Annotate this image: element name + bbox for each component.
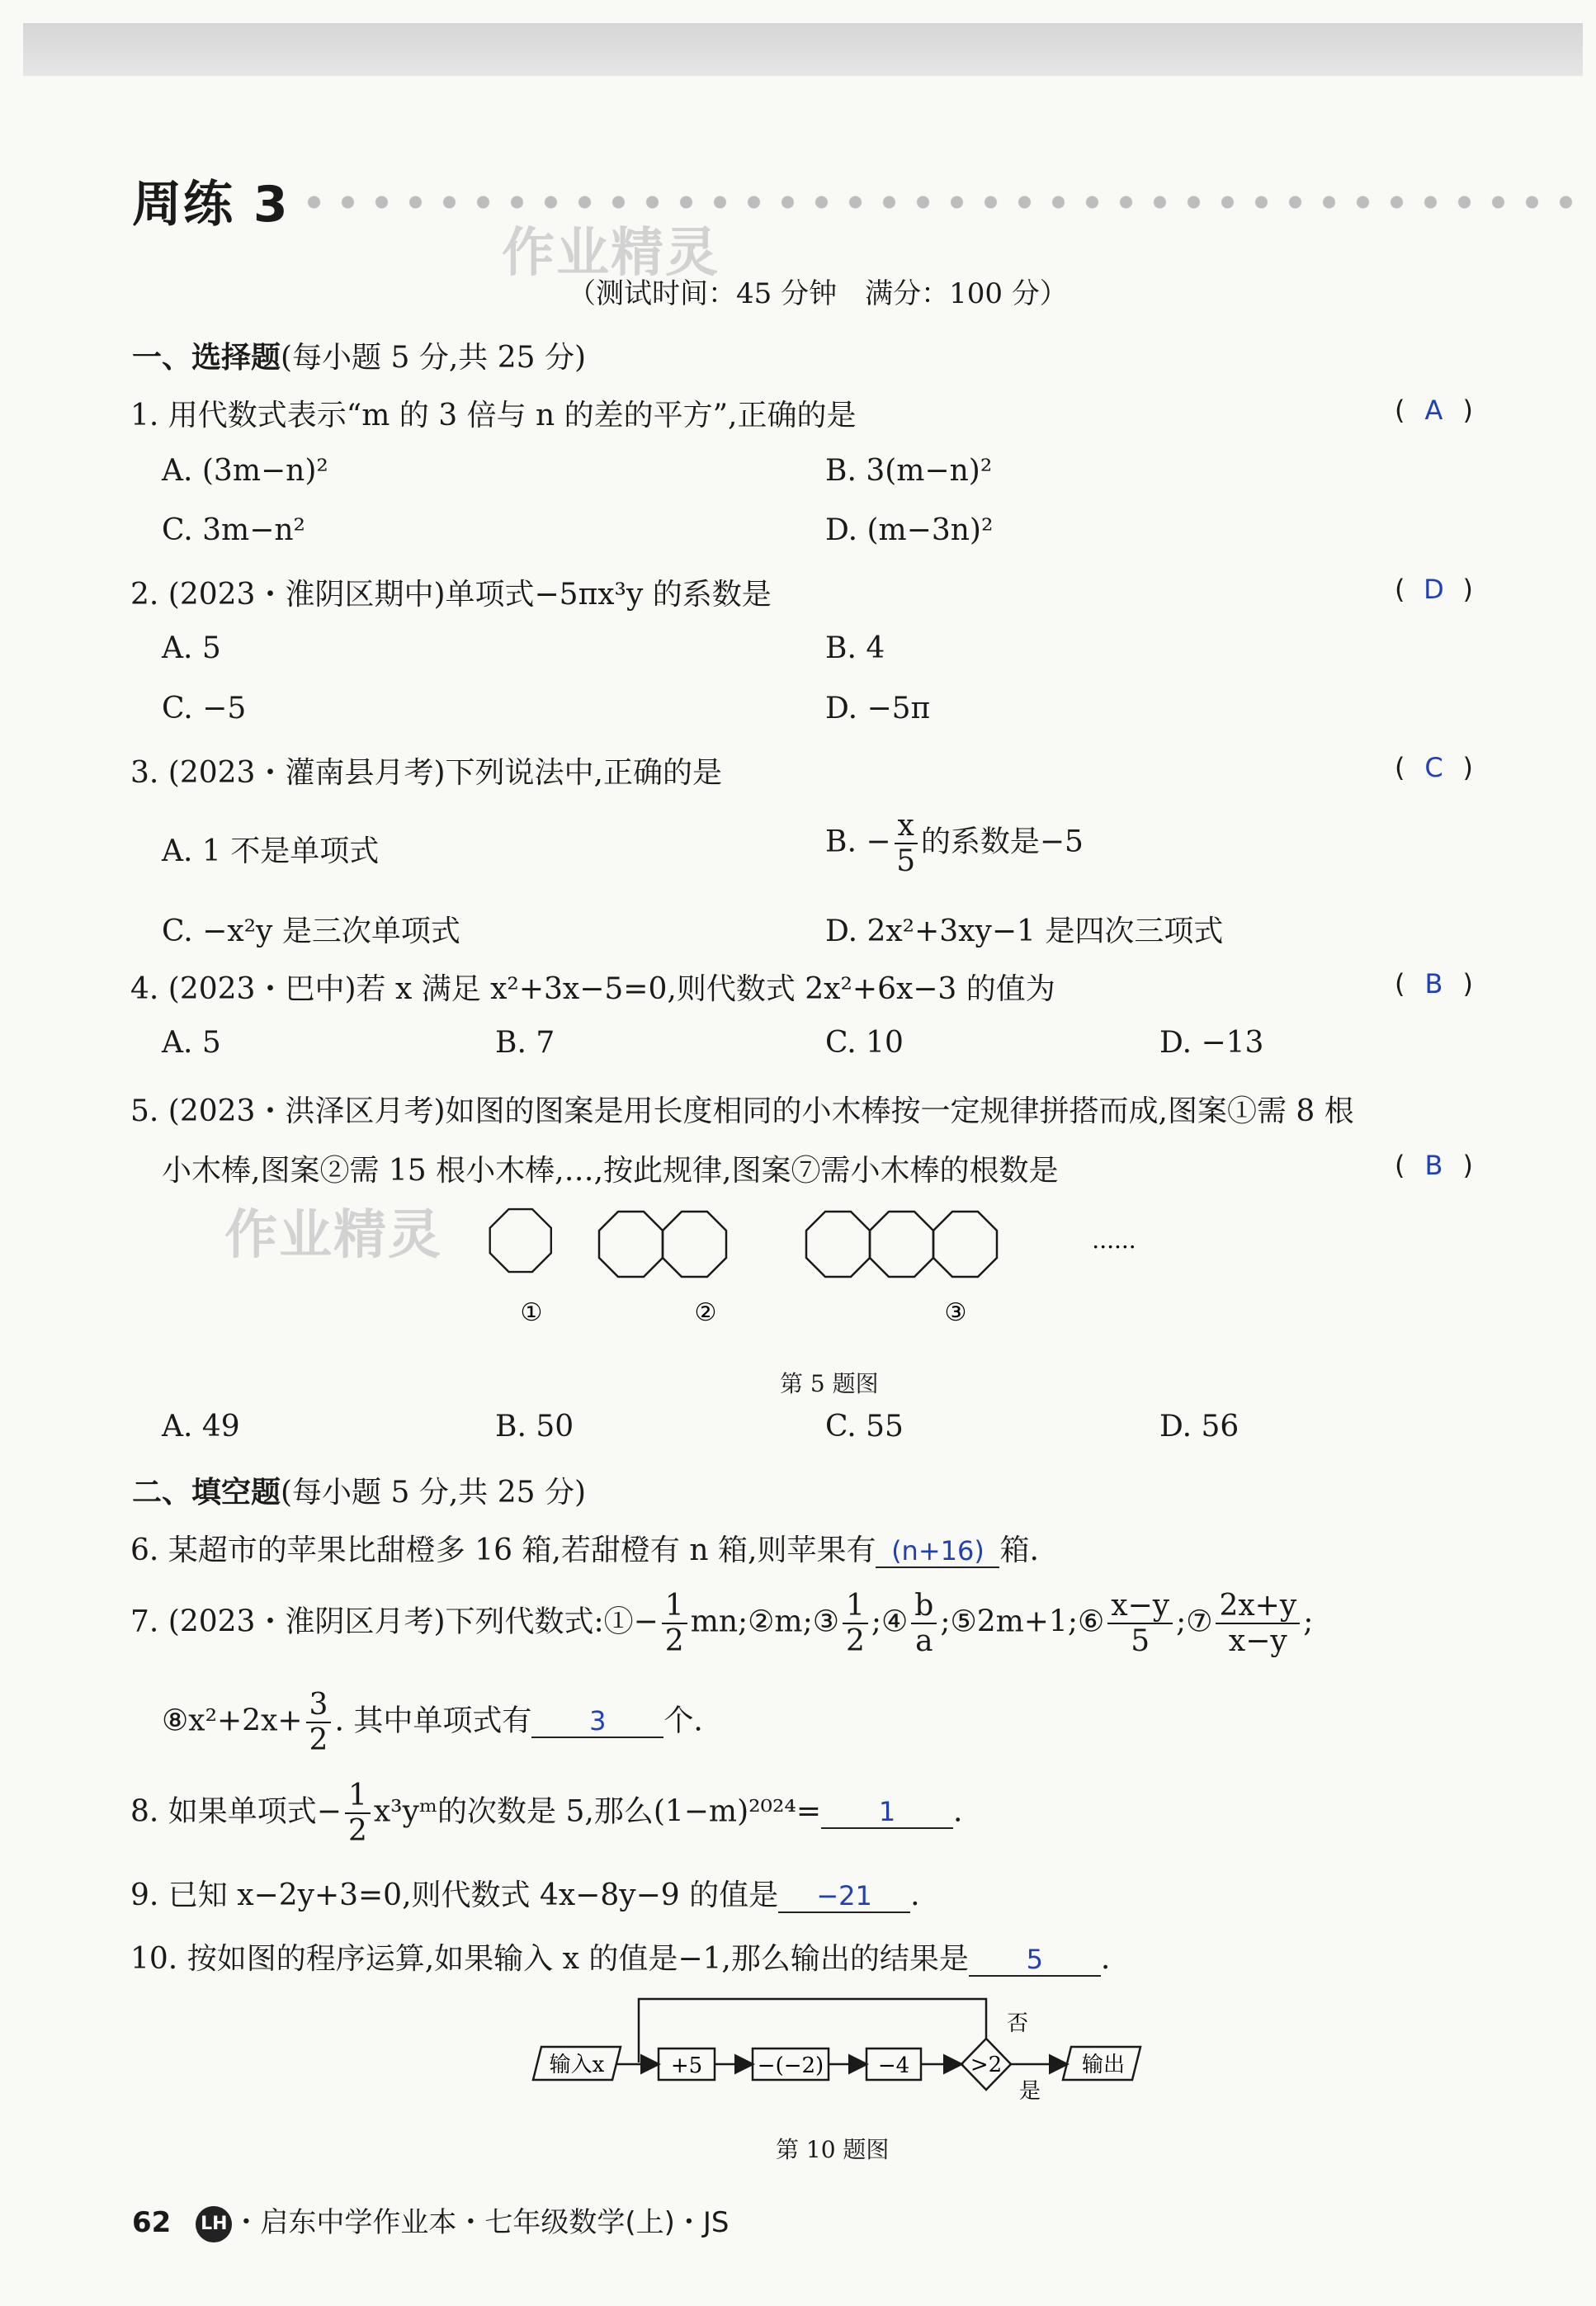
fraction: $\frac{1}{2}$ [843,1589,868,1659]
page-title: 周练 3 [132,176,290,234]
figure-label: ① [520,1298,543,1327]
q4-option-d: D. −13 [1159,1026,1264,1060]
q3-option-c: C. −x²y 是三次单项式 [162,914,460,948]
q2-option-d: D. −5π [825,692,931,725]
answer-blank: −21 [778,1880,910,1913]
question-5-answer: ( B ) [1395,1150,1473,1181]
watermark: 作业精灵 [224,1205,442,1266]
question-6: 6. 某超市的苹果比甜橙多 16 箱,若甜橙有 n 箱,则苹果有 (n+16) 箱. [130,1533,1039,1567]
step-minus4-label: −4 [877,2053,910,2078]
octagon [599,1212,663,1277]
answer-blank: (n+16) [876,1535,999,1568]
figure-label: ③ [944,1298,967,1327]
section-heading-fill: 二、填空题(每小题 5 分,共 25 分) [132,1476,587,1510]
question-5-stem-line1: 5. (2023・洪泽区月考)如图的图案是用长度相同的小木棒按一定规律拼搭而成,图案①需 8 根 [130,1094,1354,1128]
q4-option-c: C. 10 [825,1026,904,1060]
input-label: 输入x [549,2053,605,2077]
octagon [870,1212,933,1277]
question-1-stem: 1. 用代数式表示“m 的 3 倍与 n 的差的平方”,正确的是 [130,399,857,432]
q3-option-a: A. 1 不是单项式 [162,834,380,868]
question-3-answer: ( C ) [1395,752,1473,783]
title-dot-rule [297,196,1584,209]
q1-option-a: A. (3m−n)² [162,454,328,488]
fraction: $\frac{x}{5}$ [895,809,918,879]
question-7-line2: ⑧x²+2x+ $\frac{3}{2}$ . 其中单项式有 3 个. [162,1688,703,1758]
page-footer [132,2200,729,2242]
fraction: $\frac{x-y}{5}$ [1107,1589,1173,1659]
q2-option-a: A. 5 [162,631,221,665]
q2-option-c: C. −5 [162,692,247,725]
figure-label: ② [694,1298,717,1327]
yes-branch-label: 是 [1019,2079,1041,2104]
publisher-logo: LH [196,2206,232,2242]
q5-option-c: C. 55 [825,1410,904,1444]
answer-blank: 1 [821,1796,953,1829]
q1-option-d: D. (m−3n)² [825,513,994,547]
page-number: 62 [132,2206,172,2239]
watermark: 作业精灵 [502,223,720,284]
question-10: 10. 按如图的程序运算,如果输入 x 的值是−1,那么输出的结果是 5 . [130,1942,1111,1976]
fraction: $\frac{2x+y}{x-y}$ [1216,1589,1300,1659]
q4-option-a: A. 5 [162,1026,221,1060]
question-9: 9. 已知 x−2y+3=0,则代数式 4x−8y−9 的值是 −21 . [130,1878,920,1912]
output-label: 输出 [1081,2053,1126,2077]
q5-option-d: D. 56 [1159,1410,1239,1444]
ellipsis: ...... [1092,1226,1136,1254]
q1-option-b: B. 3(m−n)² [825,454,993,488]
condition-label: >2 [970,2053,1003,2077]
scan-top-band [23,23,1583,76]
octagon [663,1212,726,1277]
question-1-answer: ( A ) [1395,395,1473,426]
q3-option-d: D. 2x²+3xy−1 是四次三项式 [825,914,1224,948]
question-5-stem-line2: 小木棒,图案②需 15 根小木棒,…,按此规律,图案⑦需小木棒的根数是 [162,1154,1059,1188]
question-2-stem: 2. (2023・淮阴区期中)单项式−5πx³y 的系数是 [130,578,772,612]
octagon [933,1212,997,1277]
fraction: $\frac{1}{2}$ [345,1779,371,1849]
question-3-stem: 3. (2023・灌南县月考)下列说法中,正确的是 [130,756,722,790]
figure-5-caption: 第 5 题图 [780,1370,879,1397]
q5-option-a: A. 49 [162,1410,240,1444]
fraction: $\frac{3}{2}$ [306,1688,332,1758]
step-add5-label: +5 [670,2053,703,2078]
figure-10-caption: 第 10 题图 [776,2136,890,2163]
question-4-answer: ( B ) [1395,968,1473,999]
q5-option-b: B. 50 [495,1410,574,1444]
q3-option-b: B. − $\frac{x}{5}$ 的系数是−5 [825,809,1084,879]
book-title: ・启东中学作业本・七年级数学(上)・JS [232,2206,730,2239]
octagon [806,1212,870,1277]
fraction: $\frac{1}{2}$ [662,1589,687,1659]
answer-blank: 3 [531,1705,663,1738]
section-heading-choice: 一、选择题(每小题 5 分,共 25 分) [132,341,587,375]
q4-option-b: B. 7 [495,1026,555,1060]
question-2-answer: ( D ) [1395,574,1473,605]
fraction: $\frac{b}{a}$ [911,1589,937,1659]
step-minus-neg2-label: −(−2) [757,2053,824,2078]
octagon-pattern-figure [479,1197,1155,1345]
q1-option-c: C. 3m−n² [162,513,305,547]
question-7-line1: 7. (2023・淮阴区月考)下列代数式:①− $\frac{1}{2}$ mn;②m;③ $\frac{1}{2}$ ;④ $\frac{b}{a}$ ;⑤2m+1;⑥ $\frac{x-y}{5}$ ;⑦ $\frac{2x+y}{x-y}$ ; [130,1589,1314,1659]
q2-option-b: B. 4 [825,631,885,665]
test-info: （测试时间：45 分钟 满分：100 分） [568,277,1068,310]
no-branch-label: 否 [1007,2011,1029,2036]
octagon [490,1209,551,1272]
question-8: 8. 如果单项式− $\frac{1}{2}$ x³yᵐ的次数是 5,那么(1−m)²⁰²⁴= 1 . [130,1779,963,1849]
program-flowchart [528,1989,1155,2105]
answer-blank: 5 [969,1944,1101,1977]
question-4-stem: 4. (2023・巴中)若 x 满足 x²+3x−5=0,则代数式 2x²+6x−3 的值为 [130,972,1055,1006]
